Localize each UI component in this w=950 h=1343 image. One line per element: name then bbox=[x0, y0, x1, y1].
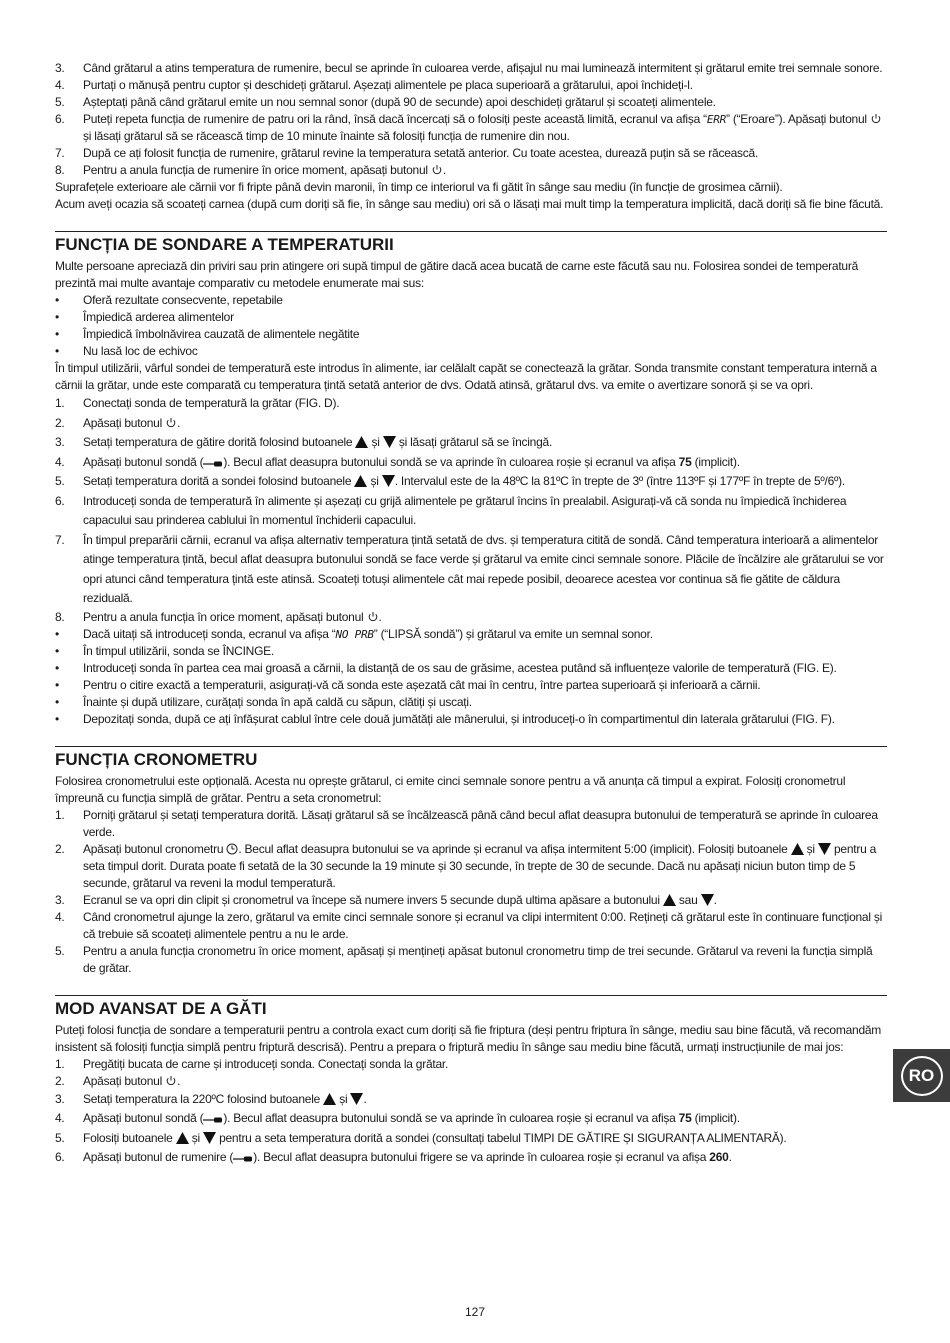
bullet-item: • Pentru o citire exactă a temperaturii, asigurați-vă că sonda este așezată cât mai în centru, între partea superioară și inferioară a cărnii. bbox=[55, 677, 761, 692]
list-item: 6. Introduceți sonda de temperatură în alimente și așezați cu grijă alimentele pe grătarul încins în prealabil. Asigurați-vă că sonda nu împiedică închiderea capacului sau prinderea cablului în momentul închiderii capacului. bbox=[55, 493, 847, 527]
section-paragraph: În timpul utilizării, vârful sondei de temperatură este introdus în alimente, iar celălalt capăt se conectează la grătar. Sonda transmite constant temperatura internă a cărnii la grătar, unde este comparată cu temperatura țintă setată anterior de dvs. Odată atinsă, grătarul dvs. va emite o avertizare sonoră și se va opri. bbox=[55, 361, 877, 392]
power-icon bbox=[431, 164, 443, 176]
intro-list bbox=[55, 60, 887, 179]
list-item: 4. Apăsați butonul sondă ( ). Becul aflat deasupra butonului sondă se va aprinde în culoarea roșie și ecranul va afișa 75 (implicit). bbox=[55, 1111, 740, 1125]
section-timer bbox=[55, 746, 887, 977]
intro-paragraph: Suprafețele exterioare ale cărnii vor fi fripte până devin maronii, în timp ce interiorul va fi gătit în sânge sau mediu (în funcție de grosimea cărnii). bbox=[55, 180, 783, 194]
bullet-item: • Oferă rezultate consecvente, repetabile bbox=[55, 293, 283, 307]
section-temperature-probe bbox=[55, 231, 887, 728]
down-arrow-icon bbox=[383, 436, 396, 448]
down-arrow-icon bbox=[350, 1093, 363, 1105]
section-intro: Puteți folosi funcția de sondare a temperaturii pentru a controla exact cum doriți să fie friptura (deși pentru friptura în sânge, mediu sau bine făcută, vă recomandăm insistent să folosiți funcția simplă pentru friptură descrisă). Pentru a prepara o friptură mediu în sânge sau mediu bine făcută, urmați instrucțiunile de mai jos: bbox=[55, 1022, 882, 1054]
power-icon bbox=[165, 417, 177, 429]
up-arrow-icon bbox=[323, 1093, 336, 1105]
list-item: 1. Pregătiți bucata de carne și introduceți sonda. Conectați sonda la grătar. bbox=[55, 1056, 449, 1071]
probe-icon bbox=[203, 460, 223, 468]
bullet-item: • Introduceți sonda în partea cea mai groasă a cărnii, la distanță de os sau de grăsime, acestea putând să influențeze valorile de temperatură (FIG. E). bbox=[55, 660, 837, 675]
bullet-item: • Înainte și după utilizare, curățați sonda în apă caldă cu săpun, clătiți și uscați. bbox=[55, 694, 472, 709]
page-content bbox=[55, 60, 887, 1168]
up-arrow-icon bbox=[791, 843, 804, 855]
section-intro: Multe persoane apreciază din priviri sau prin atingere ori supă timpul de gătire dacă acea bucată de carne este făcută sau nu. Folosirea sondei de temperatură prezintă mai multe avantaje comparativ cu metodele enumerate mai sus: bbox=[55, 259, 858, 290]
list-item: 3. Ecranul se va opri din clipit și cronometrul va începe să numere invers 5 secunde după ultima apăsare a butonului sau . bbox=[55, 892, 717, 907]
down-arrow-icon bbox=[203, 1132, 216, 1144]
timer-icon bbox=[226, 843, 238, 855]
language-badge bbox=[893, 1049, 950, 1102]
bullet-item: • Împiedică arderea alimentelor bbox=[55, 310, 234, 324]
page-number: 127 bbox=[464, 1305, 486, 1319]
bullet-item: • Depozitați sonda, după ce ați înfășurat cablul între cele două jumătăți ale mânerului, și introduceți-o în compartimentul din laterala grătarului (FIG. F). bbox=[55, 711, 835, 726]
language-badge-label: RO bbox=[901, 1056, 943, 1096]
up-arrow-icon bbox=[663, 894, 676, 906]
section-advanced-cooking bbox=[55, 995, 887, 1168]
intro-paragraph: Acum aveți ocazia să scoateți carnea (după cum doriți să fie, în sânge sau mediu) ori să o lăsați mai mult timp la temperatura implicită, dacă doriți să fie bine făcută. bbox=[55, 197, 884, 211]
bullet-item: • În timpul utilizării, sonda se ÎNCINGE. bbox=[55, 643, 274, 658]
list-item: 7. După ce ați folosit funcția de rumenire, grătarul revine la temperatura setată anterior. Cu toate acestea, durează puțin să se răcească. bbox=[55, 146, 759, 160]
list-item: 2. Apăsați butonul . bbox=[55, 1073, 181, 1088]
list-item: 6. Apăsați butonul de rumenire ( ). Becul aflat deasupra butonului frigere se va aprinde în culoarea roșie și ecranul va afișa 260. bbox=[55, 1150, 732, 1164]
probe-icon bbox=[203, 1116, 223, 1124]
list-item: 5. Așteptați până când grătarul emite un nou semnal sonor (după 90 de secunde) apoi deschideți grătarul și scoateți alimentele. bbox=[55, 95, 716, 109]
section-title: FUNCȚIA CRONOMETRU bbox=[55, 749, 258, 769]
up-arrow-icon bbox=[354, 475, 367, 487]
section-intro: Folosirea cronometrului este opțională. Acesta nu oprește grătarul, ci emite cinci semnale sonore pentru a vă anunța că timpul a expirat. Folosiți cronometrul împreună cu funcția simplă de grătar. Pentru a seta cronometrul: bbox=[55, 773, 846, 805]
power-icon bbox=[870, 113, 882, 125]
section-title: FUNCȚIA DE SONDARE A TEMPERATURII bbox=[55, 235, 394, 254]
list-item: 7. În timpul preparării cărnii, ecranul va afișa alternativ temperatura țintă setată de dvs. și temperatura citită de sondă. Când temperatura interioară a alimentelor atinge temperatura țintă, becul aflat deasupra butonului sondă se face verde și grătarul va emite cinci semnale sonore. Plăcile de încălzire ale grătarului se vor opri atunci când temperatura țintă este atinsă. Scoateți totuși alimentele cât mai repede posibil, deoarece acestea vor continua să fie gătite de căldura reziduală. bbox=[55, 532, 884, 605]
bullet-item: • Dacă uitați să introduceți sonda, ecranul va afișa “NO PRB” (“LIPSĂ sondă”) și grătarul va emite un semnal sonor. bbox=[55, 626, 653, 641]
list-item: 3. Când grătarul a atins temperatura de rumenire, becul se aprinde în culoarea verde, afișajul nu mai luminează intermitent și grătarul emite trei semnale sonore. bbox=[55, 61, 883, 75]
down-arrow-icon bbox=[382, 475, 395, 487]
power-icon bbox=[367, 611, 379, 623]
lcd-no-probe-text: NO PRB bbox=[335, 627, 374, 641]
up-arrow-icon bbox=[176, 1132, 189, 1144]
list-item: 4. Apăsați butonul sondă ( ). Becul aflat deasupra butonului sondă se va aprinde în culoarea roșie și ecranul va afișa 75 (implicit). bbox=[55, 454, 740, 469]
list-item: 8. Pentru a anula funcția în orice moment, apăsați butonul . bbox=[55, 609, 382, 624]
probe-icon bbox=[233, 1155, 253, 1163]
list-item: 5. Folosiți butoanele și pentru a seta temperatura dorită a sondei (consultați tabelul TIMPI DE GĂTIRE ȘI SIGURANȚA ALIMENTARĂ). bbox=[55, 1130, 787, 1145]
list-item: 3. Setați temperatura la 220ºC folosind butoanele și . bbox=[55, 1091, 367, 1106]
list-item: 1. Conectați sonda de temperatură la grătar (FIG. D). bbox=[55, 396, 340, 410]
section-title: MOD AVANSAT DE A GĂTI bbox=[55, 998, 267, 1018]
list-item: 4. Când cronometrul ajunge la zero, grătarul va emite cinci semnale sonore și ecranul va clipi intermitent 0:00. Rețineți că grătarul este în continuare funcțional și că trebuie să scoateți alimentele pentru a nu le arde. bbox=[55, 909, 883, 941]
down-arrow-icon bbox=[818, 843, 831, 855]
list-item: 6. Puteți repeta funcția de rumenire de patru ori la rând, însă dacă încercați să o folosiți peste această limită, ecranul va afișa “ERR” (“Eroare”). Apăsați butonul și lăsați grătarul să se răcească timp de 10 minute înainte să folosiți funcția de rumenire din nou. bbox=[55, 111, 887, 145]
power-icon bbox=[165, 1075, 177, 1087]
down-arrow-icon bbox=[701, 894, 714, 906]
list-item: 4. Purtați o mănușă pentru cuptor și deschideți grătarul. Așezați alimentele pe placa superioară a grătarului, apoi închideți-l. bbox=[55, 78, 693, 92]
bullet-item: • Împiedică îmbolnăvirea cauzată de alimentele negătite bbox=[55, 327, 360, 341]
list-item: 2. Apăsați butonul cronometru . Becul aflat deasupra butonului se va aprinde și ecranul va afișa intermitent 5:00 (implicit). Folosiți butoanele și pentru a seta timpul dorit. Durata poate fi setată de la 30 secunde la 19 minute și 30 secunde, în trepte de 30 de secunde. Dacă nu apăsați niciun buton timp de 5 secunde, grătarul va reveni la modul temperatură. bbox=[55, 841, 877, 890]
list-item: 8. Pentru a anula funcția de rumenire în orice moment, apăsați butonul . bbox=[55, 163, 446, 177]
list-item: 3. Setați temperatura de gătire dorită folosind butoanele și și lăsați grătarul să se încingă. bbox=[55, 435, 553, 449]
lcd-error-text: ERR bbox=[706, 113, 726, 126]
list-item: 1. Porniți grătarul și setați temperatura dorită. Lăsați grătarul să se încălzească până când becul aflat deasupra butonului de temperatură se aprinde în culoarea verde. bbox=[55, 807, 878, 839]
bullet-item: • Nu lasă loc de echivoc bbox=[55, 344, 198, 358]
list-item: 5. Setați temperatura dorită a sondei folosind butoanele și . Intervalul este de la 48ºC la 81ºC în trepte de 3º (între 113ºF și 177ºF în trepte de 5º/6º). bbox=[55, 474, 845, 488]
list-item: 2. Apăsați butonul . bbox=[55, 415, 181, 430]
list-item: 5. Pentru a anula funcția cronometru în orice moment, apăsați și mențineți apăsat butonul cronometru timp de trei secunde. Grătarul va reveni la funcția simplă de grătar. bbox=[55, 943, 873, 975]
up-arrow-icon bbox=[355, 436, 368, 448]
